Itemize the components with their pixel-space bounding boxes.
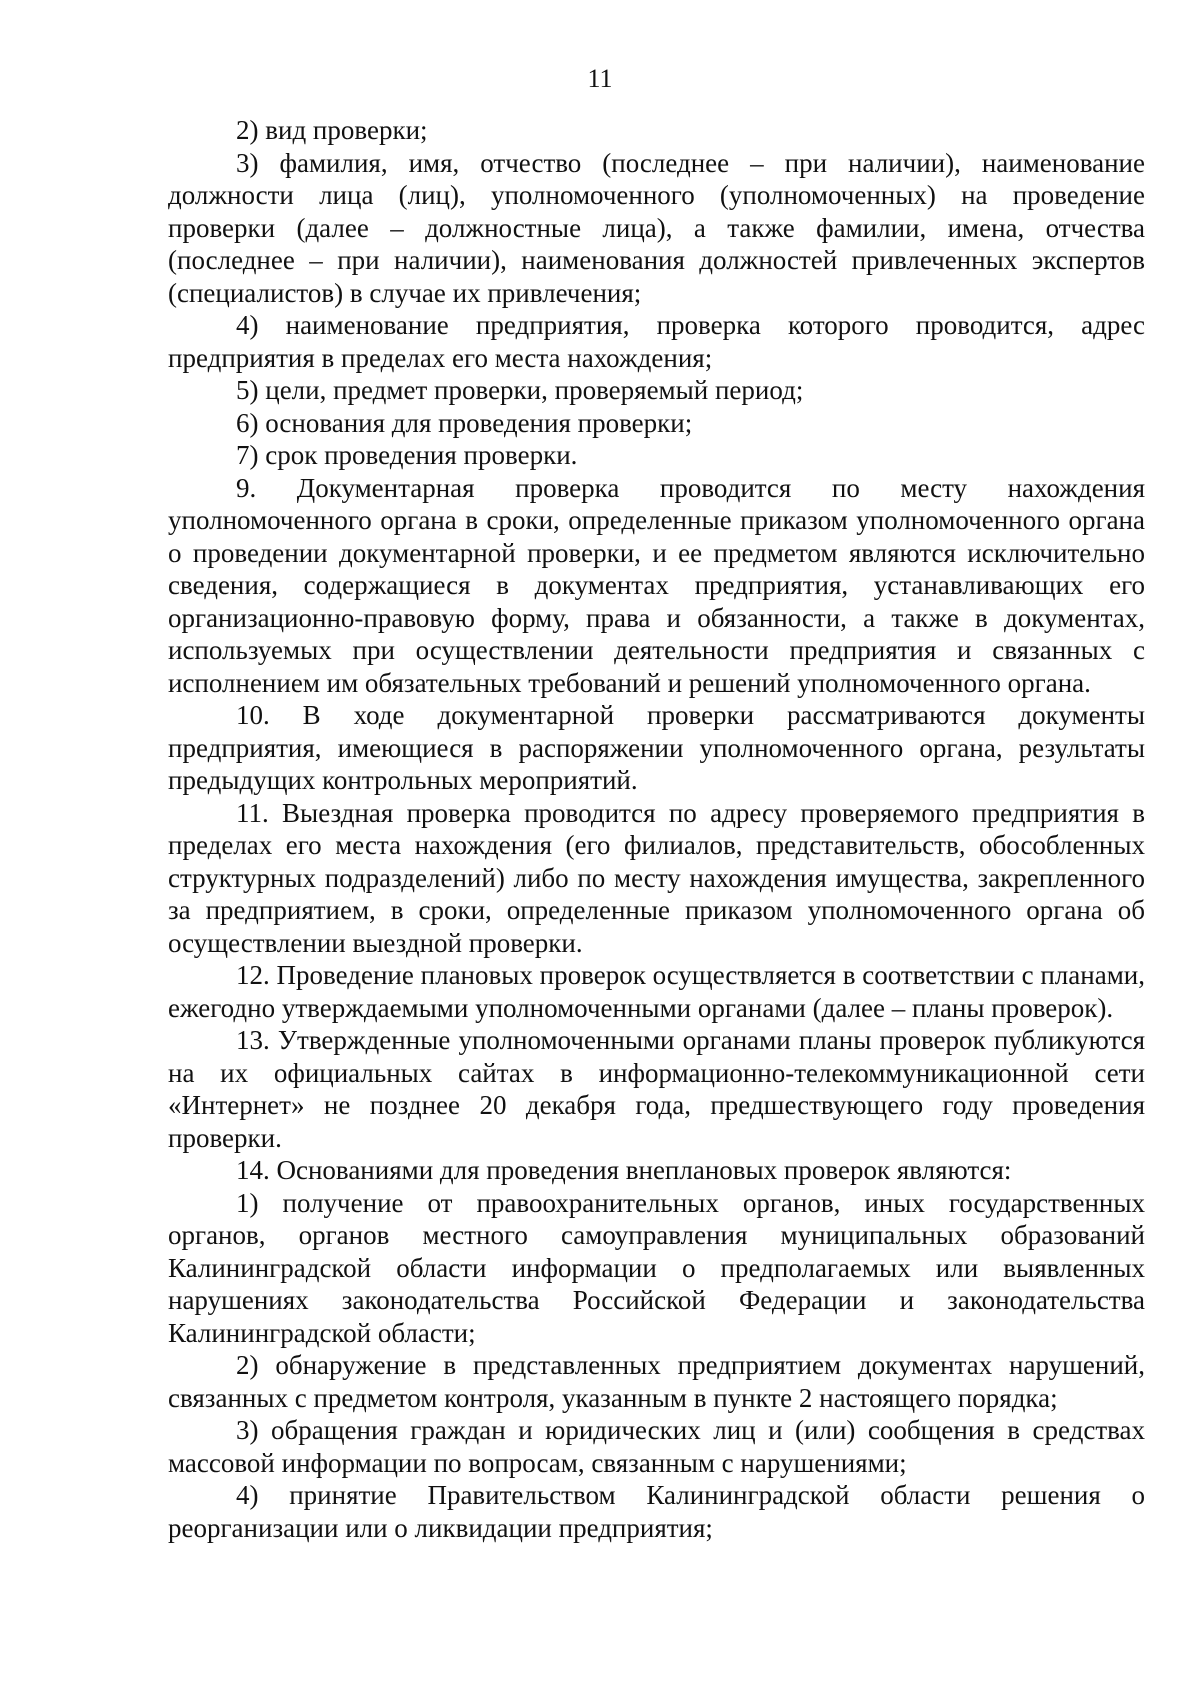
paragraph: 9. Документарная проверка проводится по месту нахождения уполномоченного органа в сроки, определенные приказом уполномоченного органа о проведении документарной проверки, и ее предметом являются исключительно сведения, содержащиеся в документах предприятия, устанавливающих его организационно-правовую форму, права и обязанности, а также в документах, используемых при осуществлении деятельности предприятия и связанных с исполнением им обязательных требований и решений уполномоченного органа. <box>168 472 1145 698</box>
paragraph: 10. В ходе документарной проверки рассматриваются документы предприятия, имеющиеся в распоряжении уполномоченного органа, результаты предыдущих контрольных мероприятий. <box>168 700 1145 795</box>
paragraph: 11. Выездная проверка проводится по адресу проверяемого предприятия в пределах его места нахождения (его филиалов, представительств, обособленных структурных подразделений) либо по месту нахождения имущества, закрепленного за предприятием, в сроки, определенные приказом уполномоченного органа об осуществлении выездной проверки. <box>168 797 1145 958</box>
paragraph: 3) обращения граждан и юридических лиц и (или) сообщения в средствах массовой информации по вопросам, связанным с нарушениями; <box>168 1415 1145 1478</box>
paragraph: 6) основания для проведения проверки; <box>236 407 693 438</box>
paragraph: 7) срок проведения проверки. <box>236 440 578 470</box>
paragraph: 13. Утвержденные уполномоченными органами планы проверок публикуются на их официальных сайтах в информационно-телекоммуникационной сети «Интернет» не позднее 20 декабря года, предшествующего году проведения проверки. <box>168 1025 1145 1153</box>
paragraph: 12. Проведение плановых проверок осуществляется в соответствии с планами, ежегодно утверждаемыми уполномоченными органами (далее – планы проверок). <box>168 960 1145 1023</box>
paragraph: 2) обнаружение в представленных предприятием документах нарушений, связанных с предметом контроля, указанным в пункте 2 настоящего порядка; <box>168 1350 1145 1413</box>
document-body <box>168 114 1145 1544</box>
paragraph: 5) цели, предмет проверки, проверяемый период; <box>236 375 804 405</box>
page-number: 11 <box>587 64 613 93</box>
paragraph: 4) наименование предприятия, проверка которого проводится, адрес предприятия в пределах его места нахождения; <box>168 310 1145 373</box>
paragraph: 1) получение от правоохранительных органов, иных государственных органов, органов местного самоуправления муниципальных образований Калининградской области информации о предполагаемых или выявленных нарушениях законодательства Российской Федерации и законодательства Калининградской области; <box>168 1187 1145 1348</box>
paragraph: 4) принятие Правительством Калининградской области решения о реорганизации или о ликвидации предприятия; <box>168 1480 1145 1543</box>
paragraph: 2) вид проверки; <box>236 115 428 145</box>
paragraph: 3) фамилия, имя, отчество (последнее – при наличии), наименование должности лица (лиц), уполномоченного (уполномоченных) на проведение проверки (далее – должностные лица), а также фамилии, имена, отчества (последнее – при наличии), наименования должностей привлеченных экспертов (специалистов) в случае их привлечения; <box>168 147 1145 308</box>
paragraph: 14. Основаниями для проведения внеплановых проверок являются: <box>236 1155 1012 1185</box>
